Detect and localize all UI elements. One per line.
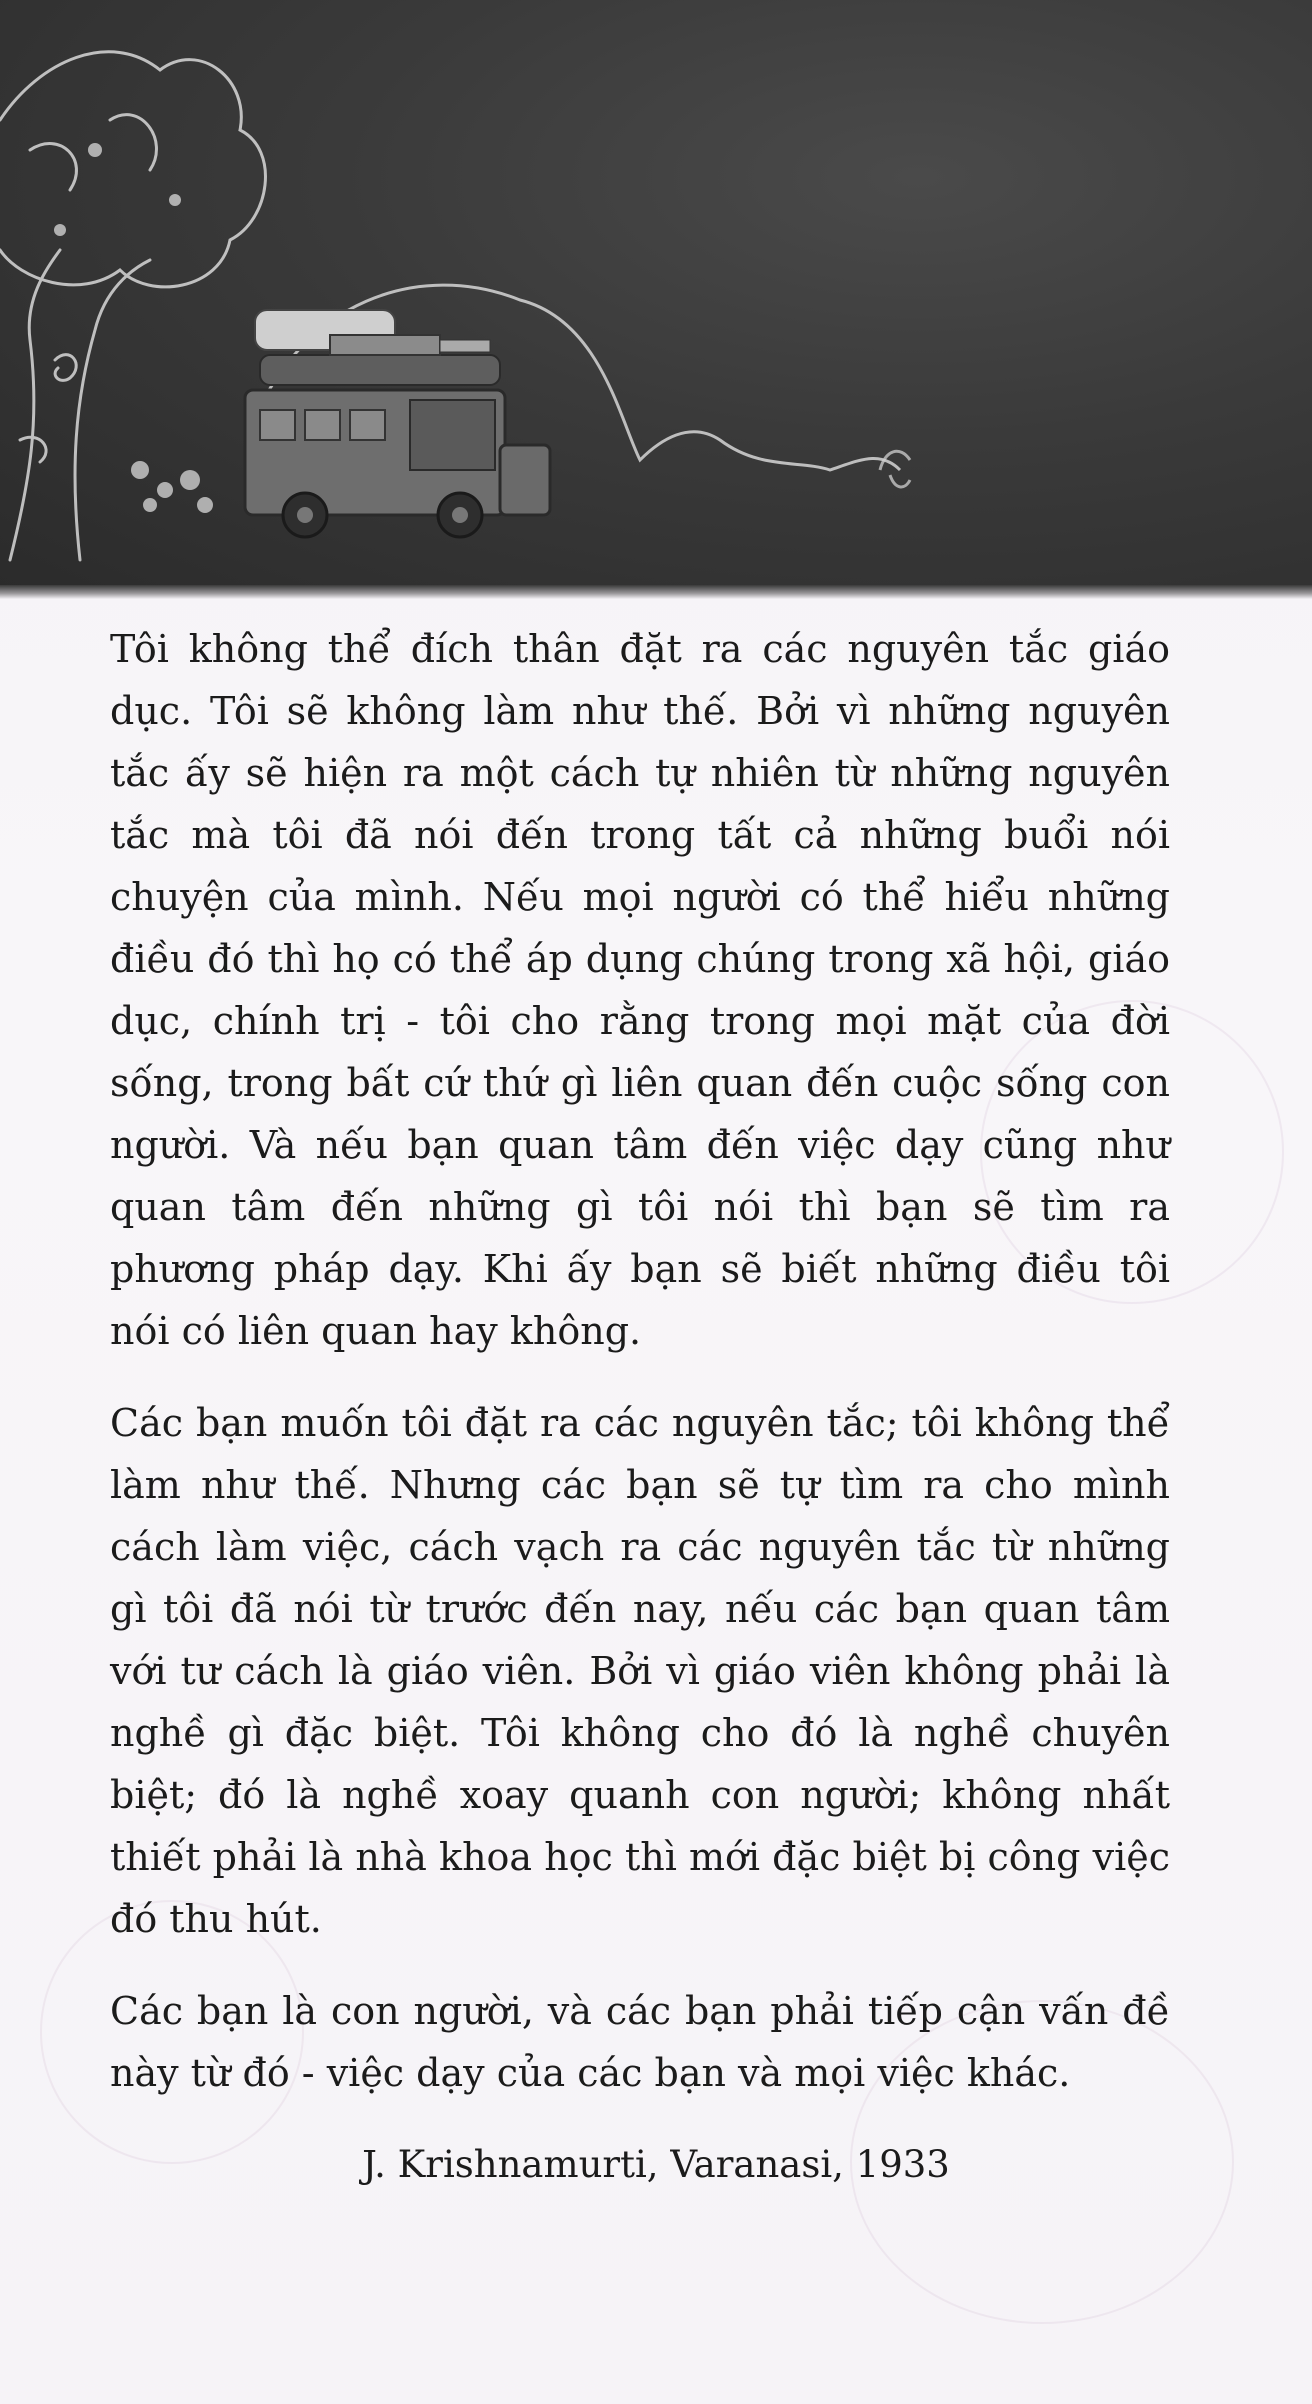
paragraph-2: Các bạn muốn tôi đặt ra các nguyên tắc; tôi không thể làm như thế. Nhưng các bạn sẽ tự tìm ra cho mình cách làm việc, cách vạch ra các nguyên tắc từ những gì tôi đã nói từ trước đến nay, nếu các bạn quan tâm với tư cách là giáo viên. Bởi vì giáo viên không phải là nghề gì đặc biệt. Tôi không cho đó là nghề chuyên biệt; đó là nghề xoay quanh con người; không nhất thiết phải là nhà khoa học thì mới đặc biệt bị công việc đó thu hút. — [110, 1401, 1170, 1941]
paragraph-3: Các bạn là con người, và các bạn phải tiếp cận vấn đề này từ đó - việc dạy của các bạn và mọi việc khác. — [110, 1989, 1170, 2095]
body-text — [110, 618, 1170, 2134]
chalk-flowers — [54, 143, 213, 513]
paragraph-1: Tôi không thể đích thân đặt ra các nguyên tắc giáo dục. Tôi sẽ không làm như thế. Bởi vì những nguyên tắc ấy sẽ hiện ra một cách tự nhiên từ những nguyên tắc mà tôi đã nói đến trong tất cả những buổi nói chuyện của mình. Nếu mọi người có thể hiểu những điều đó thì họ có thể áp dụng chúng trong xã hội, giáo dục, chính trị - tôi cho rằng trong mọi mặt của đời sống, trong bất cứ thứ gì liên quan đến cuộc sống con người. Và nếu bạn quan tâm đến việc dạy cũng như quan tâm đến những gì tôi nói thì bạn sẽ tìm ra phương pháp dạy. Khi ấy bạn sẽ biết những điều tôi nói có liên quan hay không. — [110, 627, 1170, 1353]
chalk-tree — [0, 52, 265, 560]
chalk-drawing — [0, 0, 1312, 590]
chalk-sprout — [880, 451, 910, 487]
chalkboard-illustration — [0, 0, 1312, 590]
attribution: J. Krishnamurti, Varanasi, 1933 — [362, 2143, 950, 2186]
banner-edge — [0, 585, 1312, 599]
bus-illustration — [245, 310, 550, 537]
